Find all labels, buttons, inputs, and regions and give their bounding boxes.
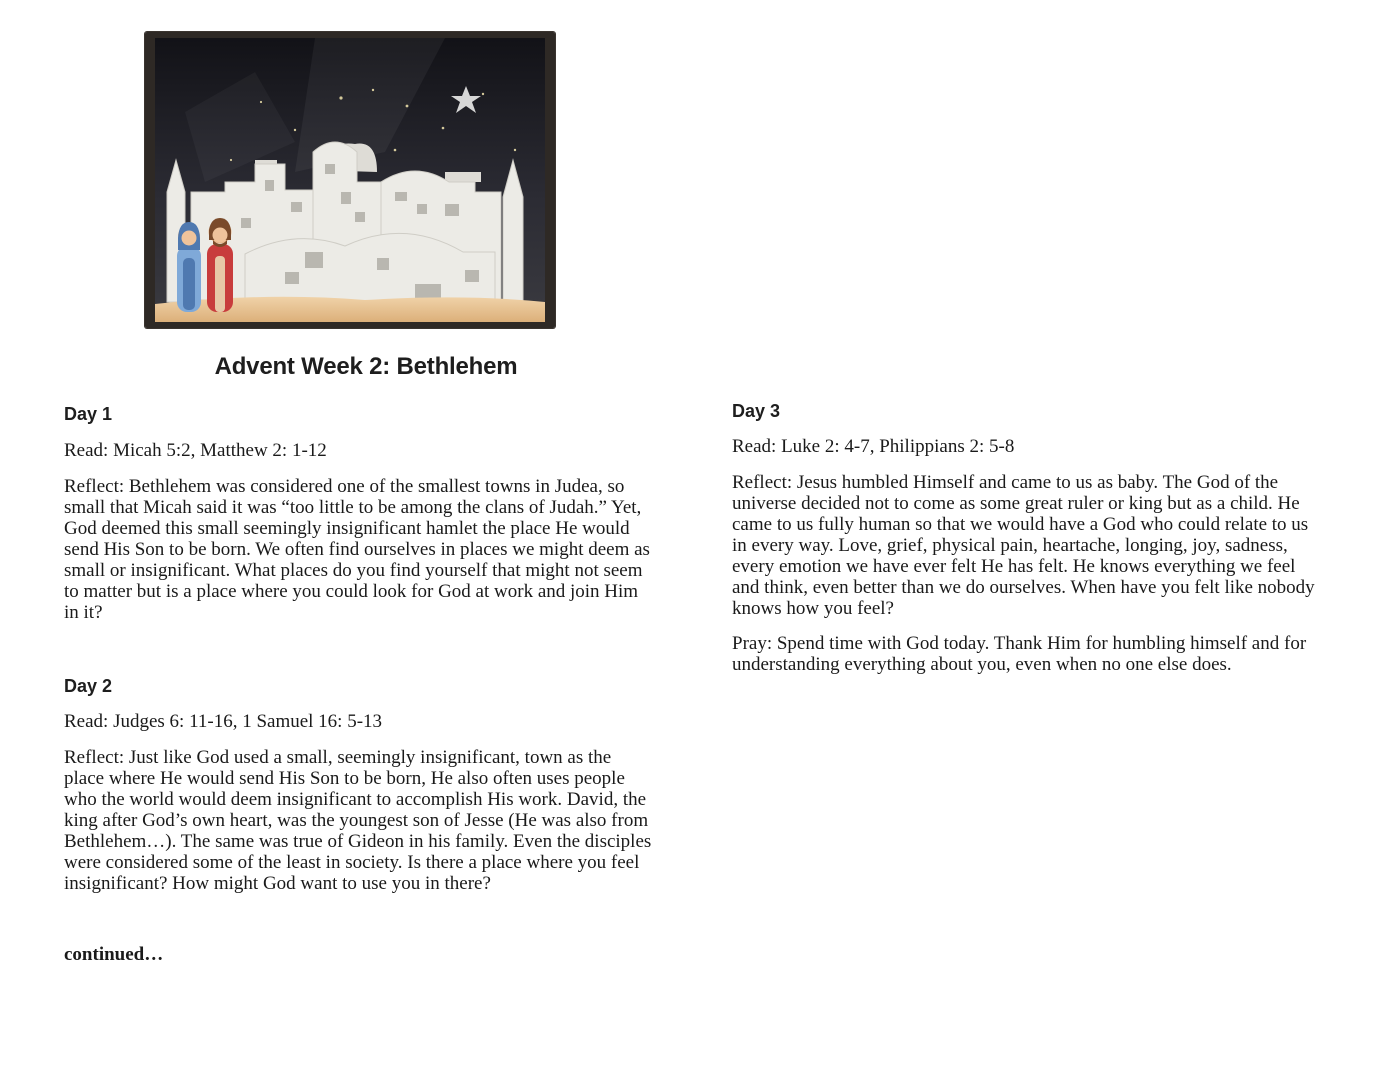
day-3-heading: Day 3	[732, 401, 781, 421]
day-3-reflect-line: and think, even better than we do ourselves. When have you felt like nobody	[732, 577, 1315, 598]
day-1-reflect-line: send His Son to be born. We often find ourselves in places we might deem as	[64, 539, 650, 560]
day-3-reflect-line: every emotion we have ever felt He has felt. He knows everything we feel	[732, 556, 1296, 577]
day-3-read: Read: Luke 2: 4-7, Philippians 2: 5-8	[732, 436, 1015, 457]
day-2-reflect	[64, 747, 684, 894]
day-2-read: Read: Judges 6: 11-16, 1 Samuel 16: 5-13	[64, 711, 383, 732]
day-3-pray-line: understanding everything about you, even when no one else does.	[732, 654, 1232, 675]
day-3-pray-line: Pray: Spend time with God today. Thank Him for humbling himself and for	[732, 633, 1307, 654]
day-2-reflect-line: place where He would send His Son to be born, He also often uses people	[64, 768, 625, 789]
day-2-reflect-line: Reflect: Just like God used a small, seemingly insignificant, town as the	[64, 747, 612, 768]
day-1-reflect-line: in it?	[64, 602, 103, 623]
day-2-heading: Day 2	[64, 676, 113, 696]
day-2-reflect-line: insignificant? How might God want to use you in there?	[64, 873, 491, 894]
day-2-reflect-line: who the world would deem insignificant to accomplish His work. David, the	[64, 789, 647, 810]
day-3-reflect-line: knows how you feel?	[732, 598, 894, 619]
day-2-section	[64, 675, 684, 894]
day-1-reflect	[64, 476, 684, 623]
day-3-reflect-line: Reflect: Jesus humbled Himself and came to us as baby. The God of the	[732, 472, 1279, 493]
mary-figure	[177, 222, 201, 312]
joseph-figure	[207, 218, 233, 312]
day-3-reflect-line: universe decided not to come as some great ruler or king but as a child. He	[732, 493, 1300, 514]
bethlehem-diorama-photo	[145, 32, 555, 328]
day-3-pray	[732, 633, 1352, 675]
day-2-reflect-line: king after God’s own heart, was the youngest son of Jesse (He was also from	[64, 810, 649, 831]
day-3-section	[732, 400, 1352, 675]
day-1-reflect-line: to matter but is a place where you could look for God at work and join Him	[64, 581, 639, 602]
day-1-reflect-line: small or insignificant. What places do you find yourself that might not seem	[64, 560, 643, 581]
day-1-reflect-line: Reflect: Bethlehem was considered one of the smallest towns in Judea, so	[64, 476, 625, 497]
day-1-section	[64, 403, 684, 623]
day-3-reflect	[732, 472, 1352, 619]
day-1-reflect-line: God deemed this small seemingly insignificant hamlet the place He would	[64, 518, 630, 539]
continued-label: continued…	[64, 944, 164, 965]
page-title: Advent Week 2: Bethlehem	[214, 353, 518, 380]
day-1-reflect-line: small that Micah said it was “too little to be among the clans of Judah.” Yet,	[64, 497, 642, 518]
day-3-reflect-line: in every way. Love, grief, physical pain, heartache, longing, joy, sadness,	[732, 535, 1288, 556]
day-1-heading: Day 1	[64, 404, 113, 424]
day-3-reflect-line: came to us fully human so that we would have a God who could relate to us	[732, 514, 1309, 535]
day-1-read: Read: Micah 5:2, Matthew 2: 1-12	[64, 440, 327, 461]
day-2-reflect-line: were considered some of the least in society. Is there a place where you feel	[64, 852, 640, 873]
day-2-reflect-line: Bethlehem…). The same was true of Gideon in his family. Even the disciples	[64, 831, 652, 852]
